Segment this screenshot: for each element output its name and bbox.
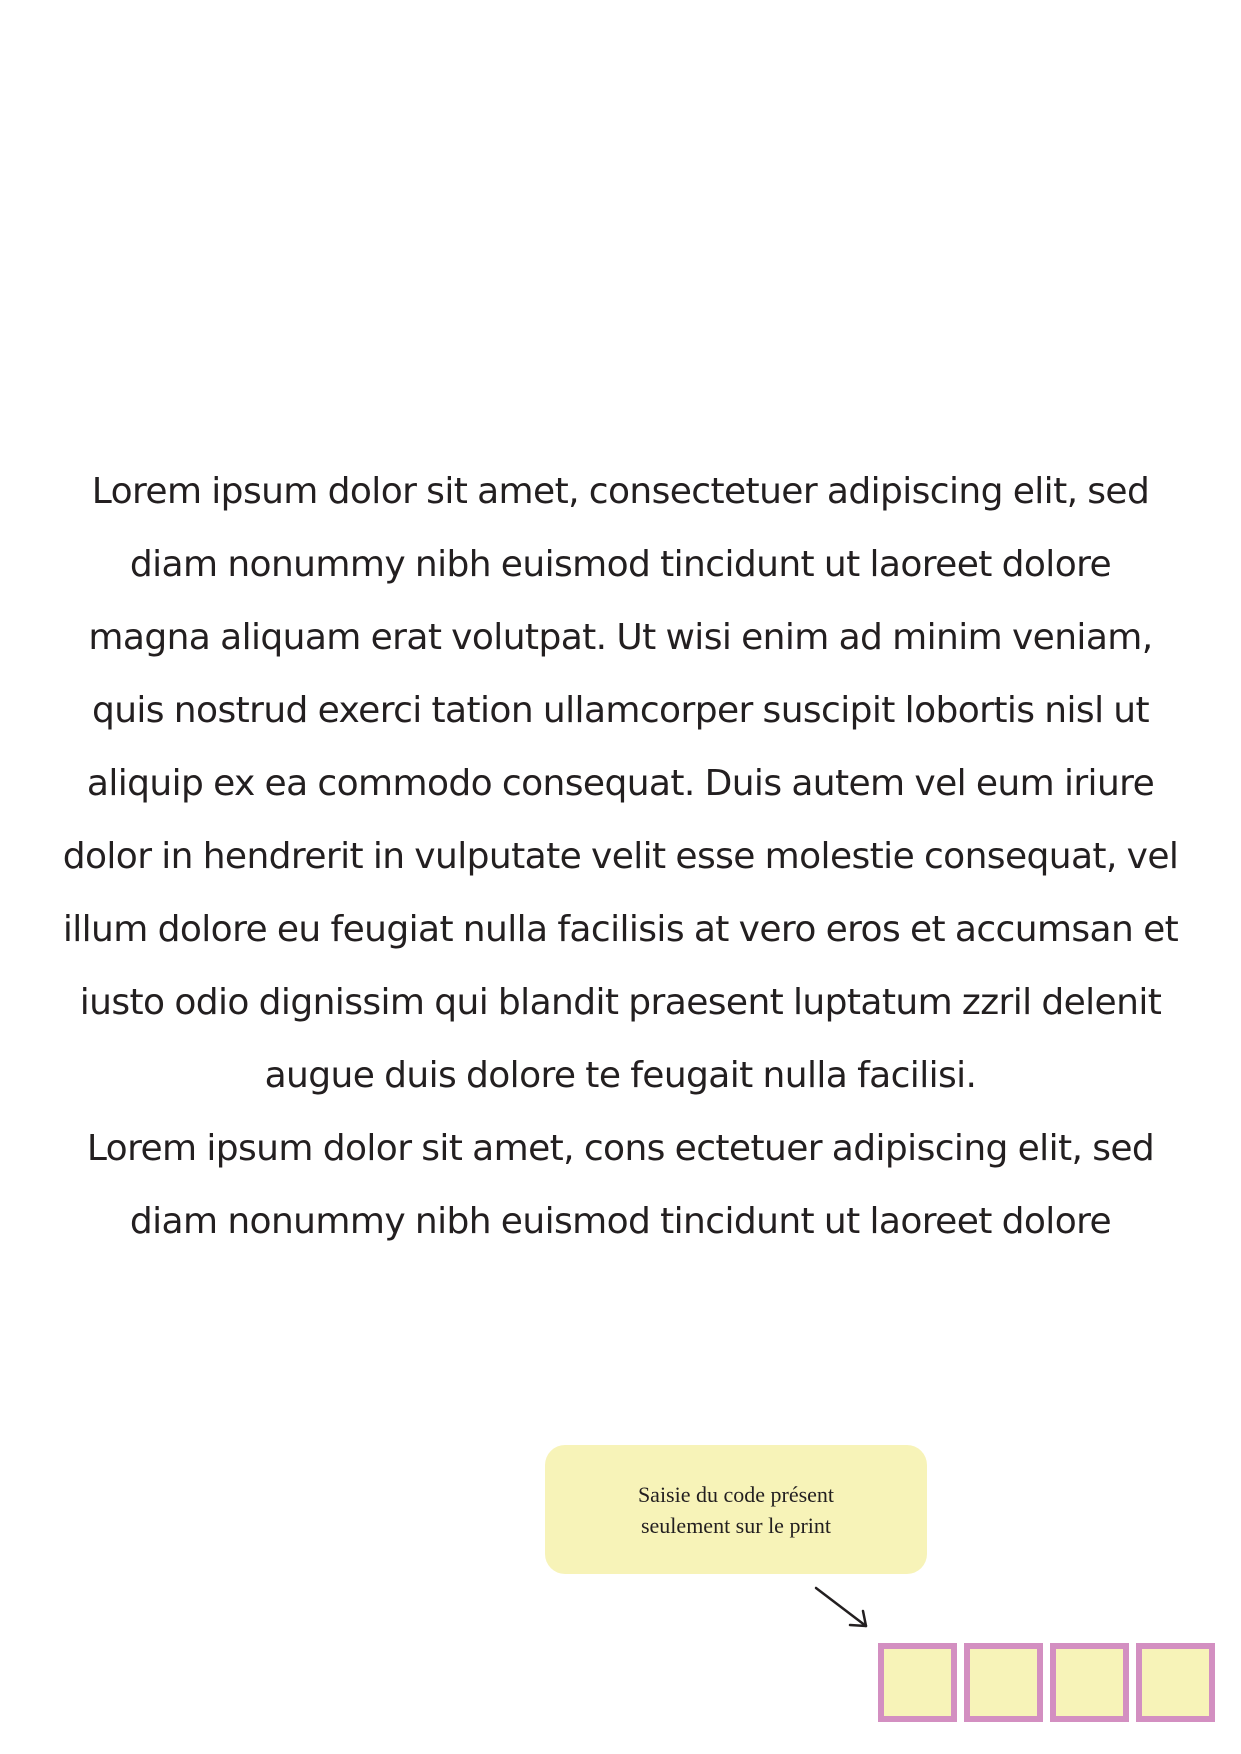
code-entry-group: [878, 1643, 1215, 1722]
code-note-line-2: seulement sur le print: [640, 1512, 831, 1538]
code-note-callout: [545, 1445, 927, 1574]
body-text-line: dolor in hendrerit in vulputate velit esse molestie consequat, vel: [62, 836, 1179, 877]
code-input-1[interactable]: [878, 1643, 957, 1722]
arrow-down-right-icon: [814, 1586, 870, 1630]
body-text-line: augue duis dolore te feugait nulla facilisi.: [264, 1055, 977, 1096]
code-input-3[interactable]: [1050, 1643, 1129, 1722]
body-text-line: Lorem ipsum dolor sit amet, consectetuer adipiscing elit, sed: [91, 471, 1150, 512]
body-text-line: illum dolore eu feugiat nulla facilisis at vero eros et accumsan et: [62, 909, 1179, 950]
body-text-line: magna aliquam erat volutpat. Ut wisi enim ad minim veniam,: [88, 617, 1153, 658]
body-text: [35, 455, 1206, 1258]
body-text-line: iusto odio dignissim qui blandit praesent luptatum zzril delenit: [79, 982, 1162, 1023]
body-text-line: diam nonummy nibh euismod tincidunt ut laoreet dolore: [129, 1201, 1112, 1242]
body-text-line: diam nonummy nibh euismod tincidunt ut laoreet dolore: [129, 544, 1112, 585]
code-input-2[interactable]: [964, 1643, 1043, 1722]
body-text-line: aliquip ex ea commodo consequat. Duis autem vel eum iriure: [86, 763, 1155, 804]
body-text-line: Lorem ipsum dolor sit amet, cons ectetuer adipiscing elit, sed: [86, 1128, 1155, 1169]
code-note-line-1: Saisie du code présent: [637, 1481, 835, 1507]
code-input-4[interactable]: [1136, 1643, 1215, 1722]
body-text-line: quis nostrud exerci tation ullamcorper suscipit lobortis nisl ut: [91, 690, 1150, 731]
